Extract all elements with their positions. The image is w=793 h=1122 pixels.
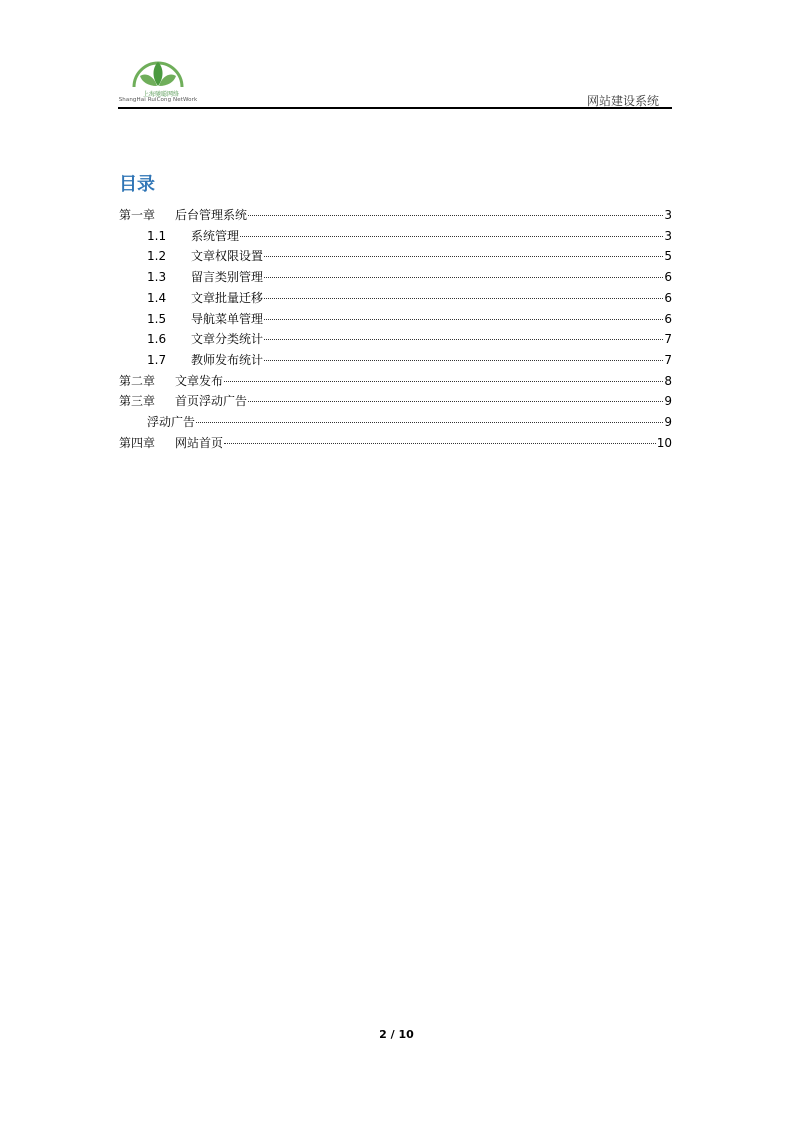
leaf-logo-icon [130, 54, 186, 90]
toc-entry-number: 1.5 [147, 312, 167, 326]
toc-entry-number: 1.2 [147, 249, 167, 263]
toc-entry-number: 第三章 [119, 394, 156, 408]
toc-entry-number: 1.3 [147, 270, 167, 284]
toc-entry-page: 9 [664, 415, 672, 429]
toc-entry-page: 6 [664, 312, 672, 326]
toc-dot-leader [248, 215, 663, 216]
toc-entry-title: 系统管理 [191, 229, 240, 243]
toc-dot-leader [264, 277, 663, 278]
toc-entry[interactable] [147, 329, 672, 349]
toc-entry-number: 第四章 [119, 436, 156, 450]
toc-entry[interactable] [119, 371, 672, 391]
logo-chinese-text: 上海驰聪网络 [142, 91, 179, 98]
toc-entry-title: 留言类别管理 [191, 270, 264, 284]
toc-entry-page: 6 [664, 291, 672, 305]
toc-entry-page: 6 [664, 270, 672, 284]
toc-dot-leader [264, 360, 663, 361]
toc-dot-leader [224, 381, 663, 382]
toc-entry-title: 导航菜单管理 [191, 312, 264, 326]
toc-entry-number: 1.6 [147, 332, 167, 346]
toc-entry-title: 浮动广告 [147, 415, 196, 429]
toc-dot-leader [264, 339, 663, 340]
logo-english-text: ShangHai RuiCong NetWork [118, 97, 198, 103]
header-divider [118, 107, 672, 109]
toc-entry-title: 首页浮动广告 [175, 394, 248, 408]
toc-dot-leader [264, 319, 663, 320]
toc-entry[interactable] [119, 391, 672, 411]
toc-entry-page: 10 [656, 436, 672, 450]
toc-entry-number: 1.4 [147, 291, 167, 305]
page-number: 2 / 10 [379, 1028, 414, 1041]
toc-dot-leader [224, 443, 656, 444]
toc-entry-title: 网站首页 [175, 436, 224, 450]
toc-entry[interactable] [147, 267, 672, 287]
toc-entry[interactable] [147, 288, 672, 308]
toc-entry[interactable] [147, 412, 672, 432]
toc-heading: 目录 [119, 174, 155, 195]
toc-entry-page: 5 [664, 249, 672, 263]
toc-entry[interactable] [147, 226, 672, 246]
toc-entry-number: 1.1 [147, 229, 167, 243]
toc-entry-page: 7 [664, 332, 672, 346]
toc-dot-leader [248, 401, 663, 402]
toc-entry[interactable] [147, 350, 672, 370]
toc-entry-number: 第二章 [119, 374, 156, 388]
toc-entry[interactable] [147, 309, 672, 329]
toc-entry[interactable] [119, 433, 672, 453]
toc-dot-leader [196, 422, 663, 423]
toc-entry-number: 1.7 [147, 353, 167, 367]
toc-entry-title: 文章发布 [175, 374, 224, 388]
toc-entry-page: 8 [664, 374, 672, 388]
company-logo [117, 54, 199, 106]
toc-dot-leader [240, 236, 663, 237]
toc-entry-title: 教师发布统计 [191, 353, 264, 367]
toc-entry[interactable] [147, 246, 672, 266]
header-title: 网站建设系统 [586, 94, 659, 108]
toc-entry-page: 7 [664, 353, 672, 367]
toc-entry-page: 9 [664, 394, 672, 408]
toc-entry-title: 文章批量迁移 [191, 291, 264, 305]
toc-entry-page: 3 [664, 208, 672, 222]
toc-entry-title: 后台管理系统 [175, 208, 248, 222]
toc-dot-leader [264, 298, 663, 299]
toc-entry[interactable] [119, 205, 672, 225]
toc-entry-page: 3 [664, 229, 672, 243]
toc-entry-title: 文章权限设置 [191, 249, 264, 263]
toc-entry-title: 文章分类统计 [191, 332, 264, 346]
toc-dot-leader [264, 256, 663, 257]
toc-entry-number: 第一章 [119, 208, 156, 222]
